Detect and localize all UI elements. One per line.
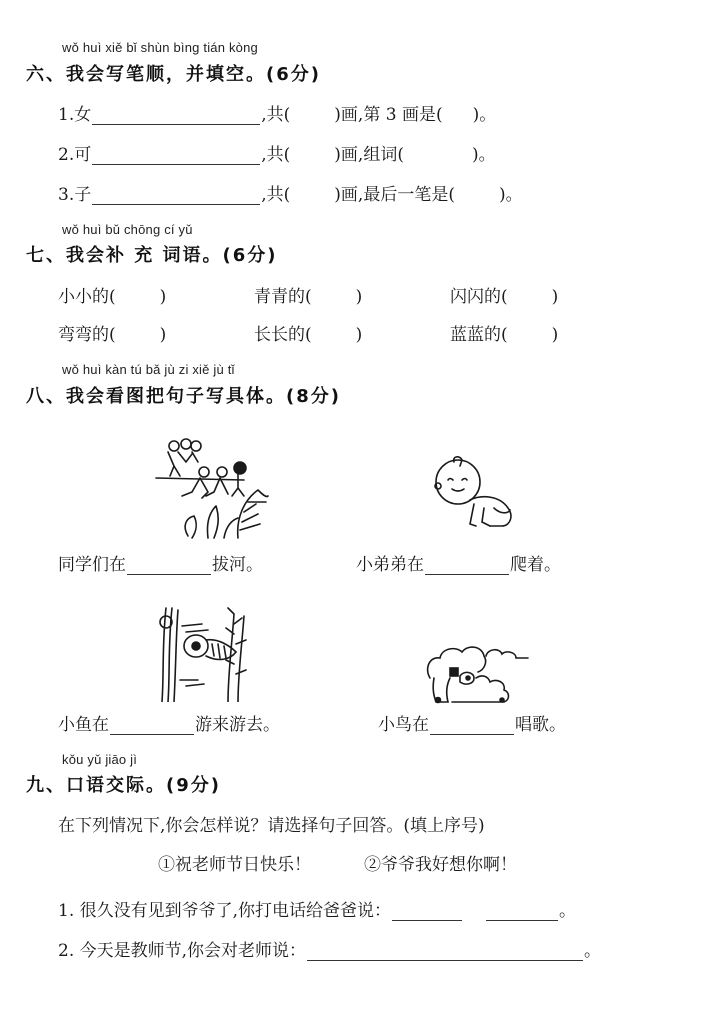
close-paren: )。: [498, 185, 523, 205]
character: 子: [74, 185, 92, 205]
third-stroke-label: )画,第 3 画是(: [334, 105, 443, 125]
sentence-prefix: 小鱼在: [58, 715, 109, 735]
word-fill-3[interactable]: [450, 282, 558, 307]
stroke-order-blank[interactable]: [92, 107, 260, 125]
character: 女: [74, 105, 92, 125]
section8-pinyin: wǒ huì kàn tú bǎ jù zi xiě jù tǐ: [62, 362, 235, 377]
last-stroke-label: )画,最后一笔是(: [334, 185, 455, 205]
word-prefix: 闪闪的(: [450, 287, 508, 307]
sentence-suffix: 游来游去。: [195, 715, 280, 735]
close-paren: ): [159, 325, 167, 345]
stroke-order-blank[interactable]: [92, 147, 260, 165]
answer-blank-2[interactable]: [486, 903, 558, 921]
period: 。: [559, 901, 577, 921]
stroke-count-label: ,共(: [261, 105, 291, 125]
stroke-count-label: ,共(: [261, 145, 291, 165]
word-prefix: 小小的(: [58, 287, 116, 307]
stroke-count-label: ,共(: [261, 185, 291, 205]
close-paren: ): [551, 287, 559, 307]
section9-heading: 九、口语交际。(9分): [26, 775, 221, 796]
tug-of-war-illustration: [148, 432, 274, 542]
section6-item-2: [58, 140, 496, 165]
close-paren: ): [355, 325, 363, 345]
word-fill-2[interactable]: [254, 282, 362, 307]
section7-heading: 七、我会补 充 词语。(6分): [26, 245, 278, 266]
close-paren: )。: [472, 105, 497, 125]
word-fill-6[interactable]: [450, 320, 558, 345]
question-2: [58, 936, 601, 961]
close-paren: ): [159, 287, 167, 307]
close-paren: ): [551, 325, 559, 345]
section6-heading: 六、我会写笔顺，并填空。(6分): [26, 64, 321, 85]
word-prefix: 青青的(: [254, 287, 312, 307]
section6-pinyin: wǒ huì xiě bǐ shùn bìng tián kòng: [62, 40, 258, 55]
sentence-prefix: 小弟弟在: [356, 555, 424, 575]
sentence-crawling-baby: [356, 550, 561, 575]
section7-pinyin: wǒ huì bǔ chōng cí yǔ: [62, 222, 193, 237]
option-2: ②爷爷我好想你啊！: [364, 855, 517, 875]
word-group-label: )画,组词(: [334, 145, 404, 165]
character: 可: [74, 145, 92, 165]
word-prefix: 弯弯的(: [58, 325, 116, 345]
sentence-prefix: 同学们在: [58, 555, 126, 575]
close-paren: ): [355, 287, 363, 307]
sentence-fish: [58, 710, 280, 735]
sentence-bird: [378, 710, 566, 735]
item-number: 2.: [58, 145, 75, 165]
word-fill-1[interactable]: [58, 282, 166, 307]
sentence-prefix: 小鸟在: [378, 715, 429, 735]
sentence-suffix: 唱歌。: [515, 715, 566, 735]
sentence-blank[interactable]: [127, 557, 211, 575]
section6-item-3: [58, 180, 523, 205]
sentence-suffix: 爬着。: [510, 555, 561, 575]
crawling-baby-illustration: [430, 456, 516, 530]
answer-blank-1[interactable]: [392, 903, 462, 921]
close-paren: )。: [471, 145, 496, 165]
item-number: 1.: [58, 105, 75, 125]
stroke-order-blank[interactable]: [92, 187, 260, 205]
sentence-suffix: 拔河。: [212, 555, 263, 575]
word-prefix: 蓝蓝的(: [450, 325, 508, 345]
section6-item-1: [58, 100, 496, 125]
section9-instruction: 在下列情况下,你会怎样说？请选择句子回答。(填上序号): [58, 816, 485, 836]
answer-blank[interactable]: [307, 943, 583, 961]
period: 。: [584, 941, 602, 961]
sentence-blank[interactable]: [110, 717, 194, 735]
question-text: 1. 很久没有见到爷爷了,你打电话给爸爸说：: [58, 901, 392, 921]
option-1: ①祝老师节日快乐！: [158, 855, 311, 875]
section9-pinyin: kǒu yǔ jiāo jì: [62, 752, 138, 767]
item-number: 3.: [58, 185, 75, 205]
question-text: 2. 今天是教师节,你会对老师说：: [58, 941, 307, 961]
sentence-tug-of-war: [58, 550, 263, 575]
word-fill-4[interactable]: [58, 320, 166, 345]
section8-heading: 八、我会看图把句子写具体。(8分): [26, 386, 341, 407]
sentence-blank[interactable]: [425, 557, 509, 575]
question-1: [58, 896, 576, 921]
word-fill-5[interactable]: [254, 320, 362, 345]
sentence-blank[interactable]: [430, 717, 514, 735]
fish-in-water-illustration: [158, 604, 250, 702]
bird-in-tree-illustration: [424, 638, 530, 704]
word-prefix: 长长的(: [254, 325, 312, 345]
